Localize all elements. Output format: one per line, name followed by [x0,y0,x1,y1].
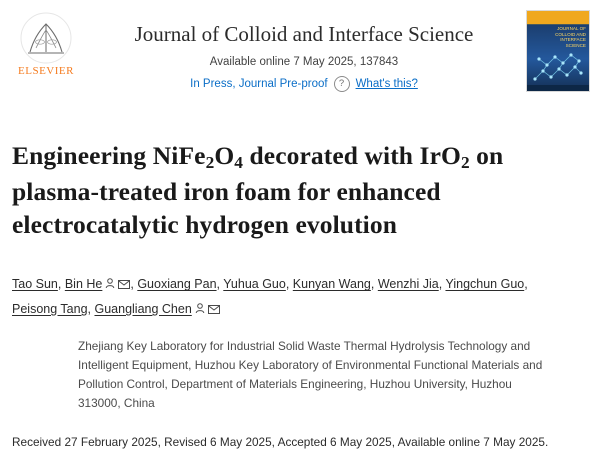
cover-title-text: JOURNAL OF COLLOID AND INTERFACE SCIENCE [555,26,586,49]
cover-top-band [527,11,589,24]
author-entry [12,302,88,316]
envelope-icon[interactable] [118,274,130,298]
cover-bottom-band [527,85,589,91]
author-name-link[interactable]: Peisong Tang [12,301,88,316]
envelope-icon[interactable] [208,299,220,323]
status-row [82,76,526,92]
availability-text: Available online 7 May 2025, 137843 [209,56,399,69]
author-name-link[interactable]: Bin He [64,277,103,292]
author-separator: , [524,277,528,292]
author-entry [378,277,439,291]
publisher-name: ELSEVIER [18,65,74,77]
affiliation-text: Zhejiang Key Laboratory for Industrial Solid Waste Thermal Hydrolysis Technology and Intelligent Equipment, Huzhou Key Laboratory of Environmental Functional Materials and Pollution Control, Department of Materials Engineering, Huzhou University, Huzhou 313000, China [78,338,543,410]
title-segment: O [214,141,235,171]
author-entry [65,277,131,291]
journal-cover-thumbnail[interactable] [526,10,590,92]
author-name-link[interactable]: Yingchun Guo [445,277,525,292]
page-title [0,125,600,242]
author-name-link[interactable]: Guangliang Chen [94,301,192,316]
author-name-link[interactable]: Guoxiang Pan [137,277,217,292]
author-entry [137,277,216,291]
author-separator: , [216,277,224,292]
author-name-link[interactable]: Kunyan Wang [292,277,371,292]
author-name-link[interactable]: Yuhua Guo [223,277,286,292]
author-entry [293,277,371,291]
journal-title: Journal of Colloid and Interface Science [134,22,474,46]
title-segment: decorated with IrO [243,141,461,171]
author-separator: , [130,277,138,292]
cover-artwork [529,45,587,87]
author-name-link[interactable]: Tao Sun [12,277,58,292]
title-subscript: 2 [205,152,215,172]
author-name-link[interactable]: Wenzhi Jia [377,277,439,292]
publication-status: In Press, Journal Pre-proof [190,78,328,91]
question-mark-icon[interactable]: ? [334,76,350,92]
author-entry [94,302,219,316]
title-segment: Engineering NiFe [12,141,206,171]
author-separator: , [87,301,95,316]
author-entry [445,277,524,291]
author-separator: , [285,277,293,292]
person-icon [195,299,205,323]
elsevier-logo [10,8,82,77]
author-separator: , [438,277,446,292]
article-history: Received 27 February 2025, Revised 6 May 2025, Accepted 6 May 2025, Available online 7 May 2025. [12,435,549,450]
title-subscript: 2 [460,152,470,172]
person-icon [105,274,115,298]
author-entry [223,277,286,291]
journal-header [0,0,600,108]
author-separator: , [370,277,378,292]
author-separator: , [57,277,65,292]
author-list [0,259,600,323]
journal-info [82,8,526,92]
title-subscript: 4 [234,152,244,172]
author-entry [12,277,58,291]
whats-this-link[interactable]: What's this? [355,78,418,91]
title-segment: on plasma-treated iron foam for enhanced electrocatalytic hydrogen evolution [12,141,504,240]
